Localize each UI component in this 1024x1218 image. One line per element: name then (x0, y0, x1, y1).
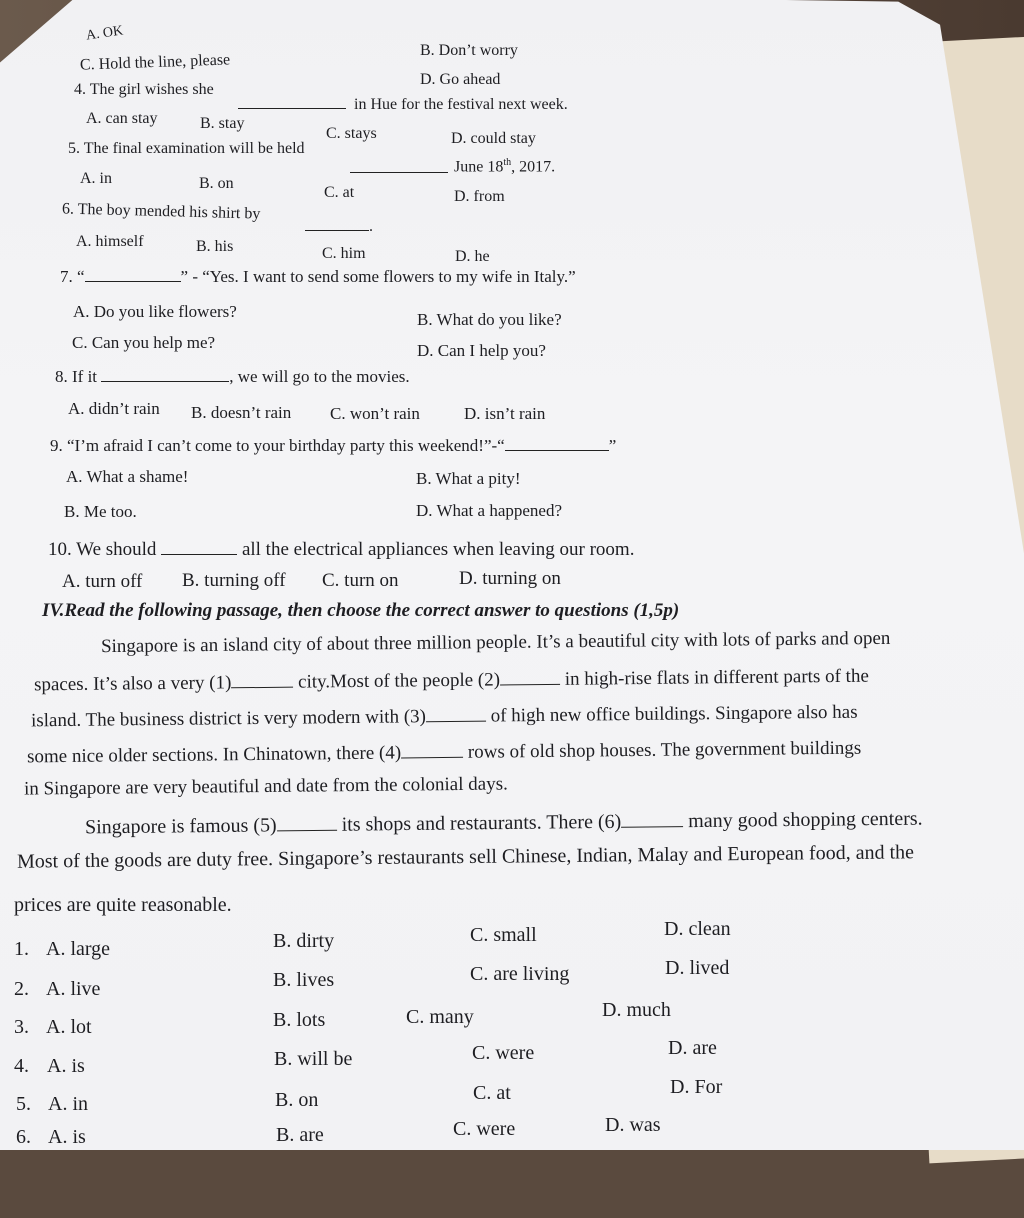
answer-option-d: D. much (602, 999, 671, 1021)
q5-date-sup: th (503, 157, 512, 168)
passage-line-8: prices are quite reasonable. (14, 894, 232, 916)
answer-option-d: D. are (668, 1037, 717, 1059)
q6-option-c: C. him (322, 245, 366, 262)
answer-option-c: C. many (406, 1006, 474, 1028)
answer-option-c: C. small (470, 924, 537, 946)
passage-line-7: Most of the goods are duty free. Singapore’s restaurants sell Chinese, Indian, Malay and European food, and the (16, 841, 915, 873)
answer-option-b: B. on (275, 1089, 319, 1111)
q9-option-c: B. Me too. (64, 502, 137, 521)
q7-option-d: D. Can I help you? (417, 341, 546, 360)
answer-option-a: A. large (46, 938, 111, 960)
q4-option-a: A. can stay (86, 110, 158, 127)
answer-option-b: B. are (276, 1124, 324, 1146)
answer-option-d: D. was (605, 1114, 661, 1136)
q4-stem-text: 4. The girl wishes she (74, 81, 214, 98)
passage-line-1: Singapore is an island city of about three million people. It’s a beautiful city with lots of parks and open (100, 627, 891, 658)
q7-option-c: C. Can you help me? (72, 333, 216, 352)
q5-option-b: B. on (199, 175, 234, 192)
q8-option-d: D. isn’t rain (464, 404, 546, 423)
passage-line-2-a: spaces. It’s also a very (1) (33, 672, 232, 696)
answer-option-b: B. will be (274, 1048, 353, 1070)
q7-stem-end: ” - “Yes. I want to send some flowers to my wife in Italy.” (180, 267, 576, 286)
answer-option-a: A. is (47, 1055, 85, 1077)
answer-option-a: A. lot (46, 1016, 92, 1038)
answer-option-c: C. were (472, 1042, 535, 1064)
q10-option-b: B. turning off (182, 570, 286, 591)
answer-option-b: B. lives (273, 969, 335, 991)
q5-blank (350, 156, 448, 178)
q9-stem-end: ” (608, 436, 617, 455)
q6-option-d: D. he (455, 248, 490, 265)
answer-option-a: A. is (48, 1126, 86, 1148)
q8-stem-end: , we will go to the movies. (229, 367, 410, 386)
passage-line-3-a: island. The business district is very modern with (3) (30, 706, 427, 732)
answer-option-b: B. lots (273, 1009, 326, 1031)
q8-stem-start: 8. If it (55, 367, 98, 386)
q5-date-text: June 18 (454, 158, 504, 176)
passage-line-6-b: its shops and restaurants. There (6) (341, 810, 622, 836)
q7-option-a: A. Do you like flowers? (73, 302, 237, 321)
q10-option-a: A. turn off (62, 571, 143, 592)
passage-line-4-b: rows of old shop houses. The government buildings (467, 737, 862, 763)
q4-option-d: D. could stay (451, 130, 536, 147)
q5-date-end: , 2017. (511, 158, 556, 176)
q10-stem-start: 10. We should (48, 539, 157, 560)
q6-option-b: B. his (196, 238, 234, 255)
answer-option-d: D. For (670, 1076, 723, 1098)
answer-option-d: D. lived (665, 957, 730, 979)
q6-option-a: A. himself (76, 233, 144, 250)
q7-stem-start: 7. “ (60, 267, 85, 286)
q3-option-d: D. Go ahead (420, 71, 501, 88)
q3-option-c: C. Hold the line, please (79, 51, 231, 74)
section-4-heading: IV.Read the following passage, then choose the correct answer to questions (1,5p) (42, 600, 680, 621)
q8-stem (55, 364, 410, 387)
q5-stem: 5. The final examination will be held (68, 140, 305, 157)
passage-line-6-a: Singapore is famous (5) (84, 814, 277, 839)
q10-option-c: C. turn on (322, 570, 399, 591)
q9-option-a: A. What a shame! (66, 467, 189, 486)
passage-line-2-c: in high-rise flats in different parts of the (564, 665, 869, 690)
q9-option-b: B. What a pity! (416, 469, 521, 488)
answer-number: 3. (14, 1016, 29, 1038)
answer-option-c: C. are living (470, 963, 570, 985)
passage-line-2-b: city.Most of the people (2) (297, 669, 501, 693)
q8-option-c: C. won’t rain (330, 404, 420, 423)
q8-option-a: A. didn’t rain (68, 399, 160, 418)
q4-stem (74, 81, 214, 99)
q5-option-d: D. from (454, 188, 505, 205)
answer-option-a: A. live (46, 978, 101, 1000)
answer-option-d: D. clean (664, 918, 731, 940)
answer-option-a: A. in (48, 1093, 88, 1115)
answer-number: 5. (16, 1093, 31, 1115)
q6-blank (305, 214, 373, 236)
q10-stem-end: all the electrical appliances when leaving our room. (241, 539, 635, 560)
answer-number: 1. (14, 938, 29, 960)
q6-stem: 6. The boy mended his shirt by (61, 200, 261, 223)
q6-stem-end: . (369, 218, 373, 235)
q8-option-b: B. doesn’t rain (191, 403, 292, 422)
answer-number: 6. (16, 1126, 31, 1148)
q4-option-c: C. stays (326, 125, 377, 142)
q4-stem-end: in Hue for the festival next week. (354, 96, 568, 113)
q7-stem (60, 264, 576, 287)
passage-line-3-b: of high new office buildings. Singapore also has (490, 701, 858, 727)
q7-option-b: B. What do you like? (417, 310, 562, 329)
answer-number: 2. (14, 978, 29, 1000)
answer-option-c: C. were (453, 1118, 516, 1140)
q9-stem-start: 9. “I’m afraid I can’t come to your birthday party this weekend!”-“ (50, 436, 505, 455)
q4-option-b: B. stay (200, 115, 245, 132)
q5-date (454, 157, 555, 176)
passage-line-6-c: many good shopping centers. (688, 807, 923, 833)
answer-number: 4. (14, 1055, 29, 1077)
q3-option-a: A. OK (85, 23, 125, 44)
q5-option-a: A. in (80, 170, 112, 187)
answer-option-b: B. dirty (273, 930, 335, 952)
q9-stem (50, 433, 616, 456)
q3-option-b: B. Don’t worry (420, 42, 518, 59)
q9-option-d: D. What a happened? (416, 501, 563, 520)
q10-option-d: D. turning on (459, 568, 561, 589)
q5-option-c: C. at (324, 184, 355, 201)
passage-line-5: in Singapore are very beautiful and date from the colonial days. (23, 773, 508, 800)
q4-blank (238, 92, 346, 114)
passage-line-4-a: some nice older sections. In Chinatown, there (4) (26, 742, 402, 768)
q10-stem (48, 535, 634, 561)
answer-option-c: C. at (473, 1082, 511, 1104)
